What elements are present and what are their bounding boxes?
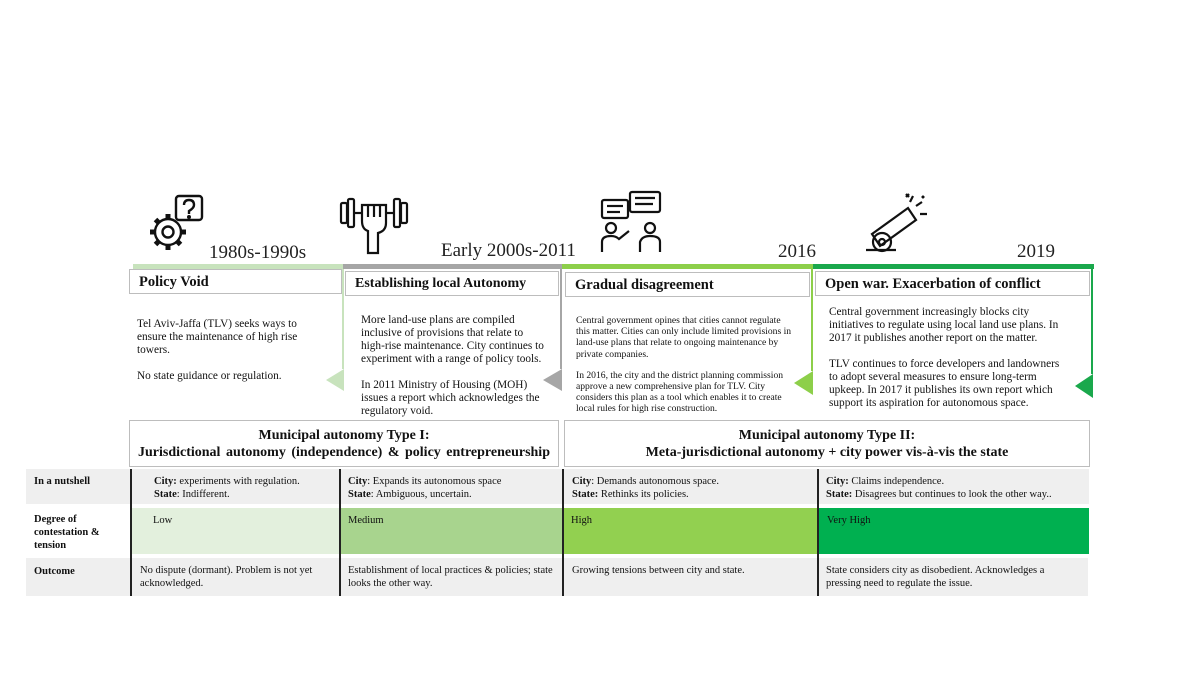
gear-question-icon xyxy=(146,194,206,256)
year-label-4: 2019 xyxy=(1017,241,1055,262)
nutshell-4-state-key: State: xyxy=(826,489,853,500)
nutshell-2-city-text: : Expands its autonomous space xyxy=(367,476,502,487)
phase-4-body xyxy=(829,306,1069,423)
row-label-outcome: Outcome xyxy=(34,566,75,577)
phase-2-body xyxy=(361,314,546,431)
nutshell-1-city-text: experiments with regulation. xyxy=(176,476,300,487)
autonomy-type-2-title: Municipal autonomy Type II: xyxy=(738,428,916,443)
nutshell-3-state-text: Rethinks its policies. xyxy=(598,489,689,500)
nutshell-2-city-key: City xyxy=(348,476,368,487)
column-divider-2 xyxy=(339,469,341,596)
year-label-1: 1980s-1990s xyxy=(209,242,307,263)
timeline-bar-4 xyxy=(813,264,1094,269)
cannon-icon xyxy=(862,190,932,256)
phase-3-title: Gradual disagreement xyxy=(575,277,714,293)
column-divider-4 xyxy=(817,469,819,596)
nutshell-cell-1 xyxy=(131,469,340,501)
nutshell-4-state-text: Disagrees but continues to look the other way.. xyxy=(852,489,1052,500)
autonomy-type-2-box xyxy=(564,420,1090,467)
timeline-bar-2 xyxy=(343,264,562,269)
nutshell-1-city-key: City: xyxy=(154,476,177,487)
contestation-cell-high: High xyxy=(563,508,818,554)
phase-3-body xyxy=(576,315,794,425)
contestation-cell-low: Low xyxy=(131,508,340,554)
phase-4-paragraph-1: Central government increasingly blocks city initiatives to regulate using local land use plans. In 2017 it publishes another report on the matter. xyxy=(829,306,1059,344)
autonomy-type-1-subtitle: Jurisdictional autonomy (independence) & policy entrepreneurship xyxy=(137,445,550,460)
phase-1-title: Policy Void xyxy=(139,274,209,290)
phase-1-side-line xyxy=(342,269,344,369)
phase-1-paragraph-2: No state guidance or regulation. xyxy=(137,370,282,382)
nutshell-4-city-key: City: xyxy=(826,476,849,487)
phase-3-paragraph-2: In 2016, the city and the district planning commission approve a new comprehensive plan for TLV. City considers this plan as a tool which enables it to create local rules for high rise construction. xyxy=(576,369,784,415)
row-label-nutshell: In a nutshell xyxy=(34,476,91,487)
phase-1-arrow xyxy=(326,369,344,391)
fist-dumbbell-icon xyxy=(338,195,410,257)
phase-1-paragraph-1: Tel Aviv-Jaffa (TLV) seeks ways to ensure the maintenance of high rise towers. xyxy=(137,318,298,356)
outcome-cell-4: State considers city as disobedient. Acknowledges a pressing need to regulate the issue. xyxy=(826,565,1045,589)
discussion-icon xyxy=(598,190,664,254)
nutshell-cell-3 xyxy=(564,469,817,501)
outcome-cell-3: Growing tensions between city and state. xyxy=(572,565,745,576)
year-label-2: Early 2000s-2011 xyxy=(441,240,576,261)
phase-4-side-line xyxy=(1091,269,1093,374)
phase-2-title: Establishing local Autonomy xyxy=(355,276,527,291)
phase-2-paragraph-1: More land-use plans are compiled inclusive of provisions that relate to high-rise maintenance. City continues to experiment with a range of policy tools. xyxy=(361,314,544,365)
nutshell-3-state-key: State: xyxy=(572,489,599,500)
nutshell-cell-4 xyxy=(818,469,1088,501)
nutshell-cell-2 xyxy=(340,469,562,501)
nutshell-4-city-text: Claims independence. xyxy=(848,476,945,487)
phase-2-title-box xyxy=(345,271,559,296)
nutshell-2-state-text: : Ambiguous, uncertain. xyxy=(370,489,472,500)
row-label-contestation: Degree of contestation & tension xyxy=(34,514,100,551)
phase-1-body xyxy=(137,318,322,396)
nutshell-1-state-text: : Indifferent. xyxy=(176,489,230,500)
year-label-3: 2016 xyxy=(778,241,816,262)
phase-2-side-line xyxy=(560,269,562,369)
phase-4-title: Open war. Exacerbation of conflict xyxy=(825,276,1041,292)
contestation-cell-medium: Medium xyxy=(340,508,563,554)
phase-1-title-box xyxy=(129,269,342,294)
outcome-cell-2: Establishment of local practices & policies; state looks the other way. xyxy=(348,565,553,589)
phase-4-arrow xyxy=(1075,374,1093,398)
phase-4-paragraph-2: TLV continues to force developers and landowners to adopt several measures to ensure long-term upkeep. In 2017 it publishes its own report which support its aspiration for autonomous space. xyxy=(829,358,1060,409)
nutshell-3-city-text: : Demands autonomous space. xyxy=(591,476,719,487)
autonomy-type-1-title: Municipal autonomy Type I: xyxy=(258,428,430,443)
autonomy-type-1-box xyxy=(129,420,559,467)
phase-3-title-box xyxy=(565,272,810,297)
column-divider-1 xyxy=(130,469,132,596)
autonomy-type-2-subtitle: Meta-jurisdictional autonomy + city power vis-à-vis the state xyxy=(645,445,1009,460)
phase-4-title-box xyxy=(815,271,1090,296)
nutshell-3-city-key: City xyxy=(572,476,592,487)
timeline-bar-3 xyxy=(562,264,813,269)
nutshell-2-state-key: State xyxy=(348,489,371,500)
nutshell-1-state-key: State xyxy=(154,489,177,500)
column-divider-3 xyxy=(562,469,564,596)
contestation-cell-very-high: Very High xyxy=(818,508,1089,554)
phase-3-side-line xyxy=(811,269,813,371)
phase-3-arrow xyxy=(794,371,813,395)
phase-2-paragraph-2: In 2011 Ministry of Housing (MOH) issues a report which acknowledges the regulatory void. xyxy=(361,379,540,417)
phase-3-paragraph-1: Central government opines that cities cannot regulate this matter. Cities can only include limited provisions in land-use plans that relate to ongoing maintenance by private companies. xyxy=(576,315,792,360)
outcome-cell-1: No dispute (dormant). Problem is not yet acknowledged. xyxy=(140,565,313,589)
